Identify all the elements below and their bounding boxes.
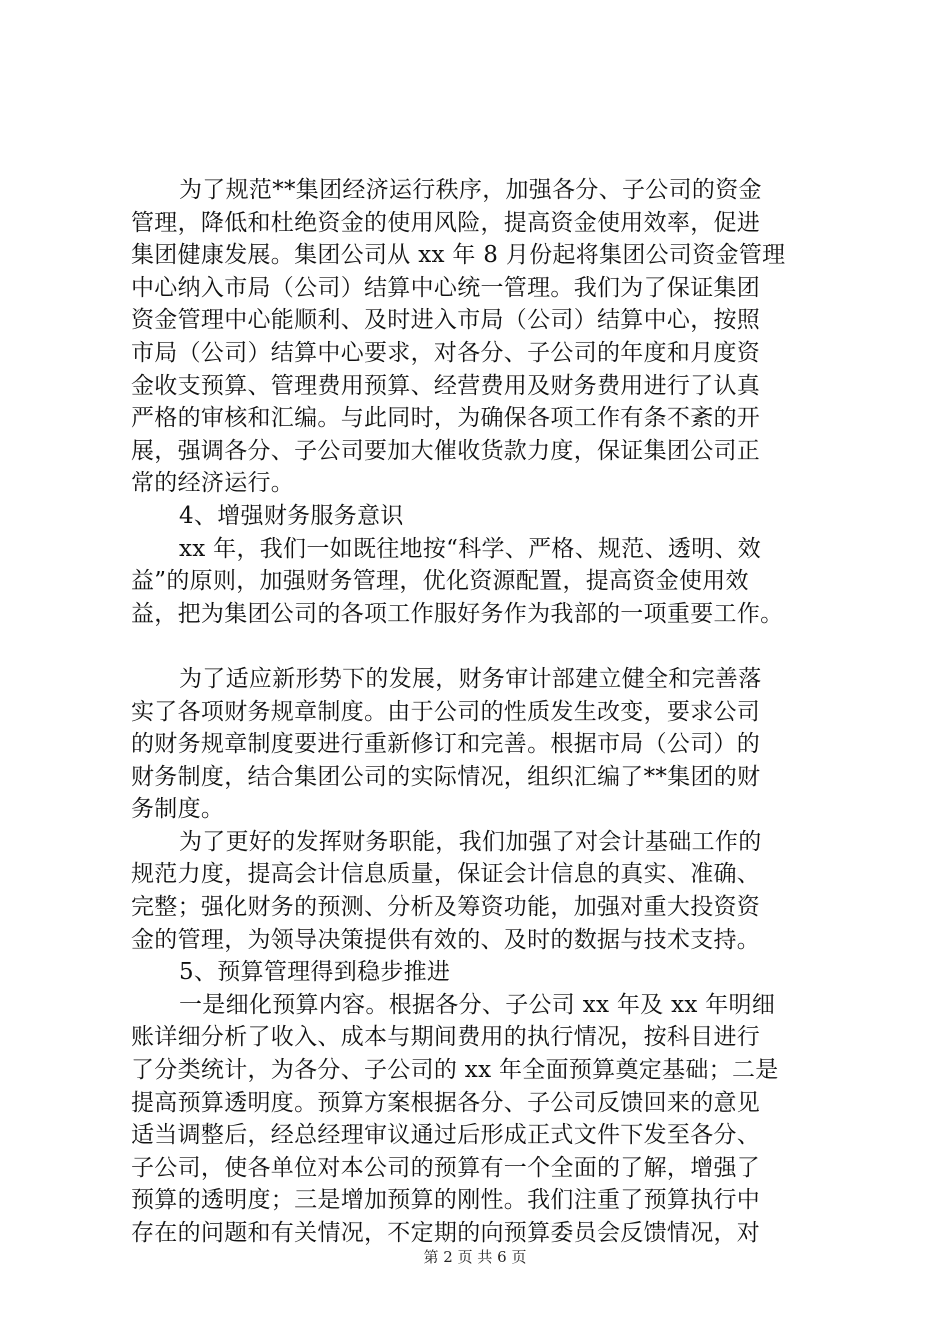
text-line: 严格的审核和汇编。与此同时，为确保各项工作有条不紊的开 <box>131 405 761 432</box>
text-line: 为了规范**集团经济运行秩序，加强各分、子公司的资金 <box>179 177 762 203</box>
text-line: 常的经济运行。 <box>131 470 295 497</box>
text-line: 了分类统计，为各分、子公司的 xx 年全面预算奠定基础；二是 <box>131 1057 779 1084</box>
text-line: 存在的问题和有关情况，不定期的向预算委员会反馈情况，对 <box>131 1220 761 1246</box>
paragraph <box>131 989 851 1250</box>
text-line: 的财务规章制度要进行重新修订和完善。根据市局（公司）的 <box>131 731 761 758</box>
text-line: 适当调整后，经总经理审议通过后形成正式文件下发至各分、 <box>131 1122 761 1149</box>
section-heading: 5、预算管理得到稳步推进 <box>179 959 451 986</box>
document-body <box>131 174 851 1250</box>
text-line: 提高预算透明度。预算方案根据各分、子公司反馈回来的意见 <box>131 1089 761 1116</box>
paragraph <box>131 174 851 500</box>
text-line: 务制度。 <box>131 796 225 823</box>
text-line: 中心纳入市局（公司）结算中心统一管理。我们为了保证集团 <box>131 274 761 301</box>
text-line: 管理，降低和杜绝资金的使用风险，提高资金使用效率，促进 <box>131 209 761 236</box>
text-line: 完整；强化财务的预测、分析及筹资功能，加强对重大投资资 <box>131 894 761 921</box>
text-line: 益”的原则，加强财务管理，优化资源配置，提高资金使用效 <box>131 568 749 595</box>
text-line: 金收支预算、管理费用预算、经营费用及财务费用进行了认真 <box>131 372 761 399</box>
text-line: 益，把为集团公司的各项工作服好务作为我部的一项重要工作。 <box>131 600 784 627</box>
text-line: 财务制度，结合集团公司的实际情况，组织汇编了**集团的财 <box>131 763 761 790</box>
text-line: 金的管理，为领导决策提供有效的、及时的数据与技术支持。 <box>131 926 761 953</box>
text-line: 为了适应新形势下的发展，财务审计部建立健全和完善落 <box>179 665 762 692</box>
text-line: 市局（公司）结算中心要求，对各分、子公司的年度和月度资 <box>131 339 761 366</box>
text-line: 一是细化预算内容。根据各分、子公司 xx 年及 xx 年明细 <box>179 991 776 1018</box>
blank-line <box>131 630 851 663</box>
text-line: 集团健康发展。集团公司从 xx 年 8 月份起将集团公司资金管理 <box>131 242 786 269</box>
text-line: 资金管理中心能顺利、及时进入市局（公司）结算中心，按照 <box>131 307 761 334</box>
page-footer: 第 2 页 共 6 页 <box>423 1248 527 1266</box>
section-heading: 4、增强财务服务意识 <box>179 502 404 529</box>
paragraph <box>131 826 851 956</box>
text-line: 实了各项财务规章制度。由于公司的性质发生改变，要求公司 <box>131 698 761 725</box>
text-line: 账详细分析了收入、成本与期间费用的执行情况，按科目进行 <box>131 1024 761 1051</box>
text-line: xx 年，我们一如既往地按“科学、严格、规范、透明、效 <box>179 535 762 562</box>
text-line: 规范力度，提高会计信息质量，保证会计信息的真实、准确、 <box>131 861 761 888</box>
text-line: 为了更好的发挥财务职能，我们加强了对会计基础工作的 <box>179 828 762 855</box>
text-line: 子公司，使各单位对本公司的预算有一个全面的了解，增强了 <box>131 1154 761 1181</box>
text-line: 预算的透明度；三是增加预算的刚性。我们注重了预算执行中 <box>131 1187 761 1214</box>
paragraph <box>131 533 851 631</box>
paragraph <box>131 663 851 826</box>
text-line: 展，强调各分、子公司要加大催收货款力度，保证集团公司正 <box>131 437 761 464</box>
